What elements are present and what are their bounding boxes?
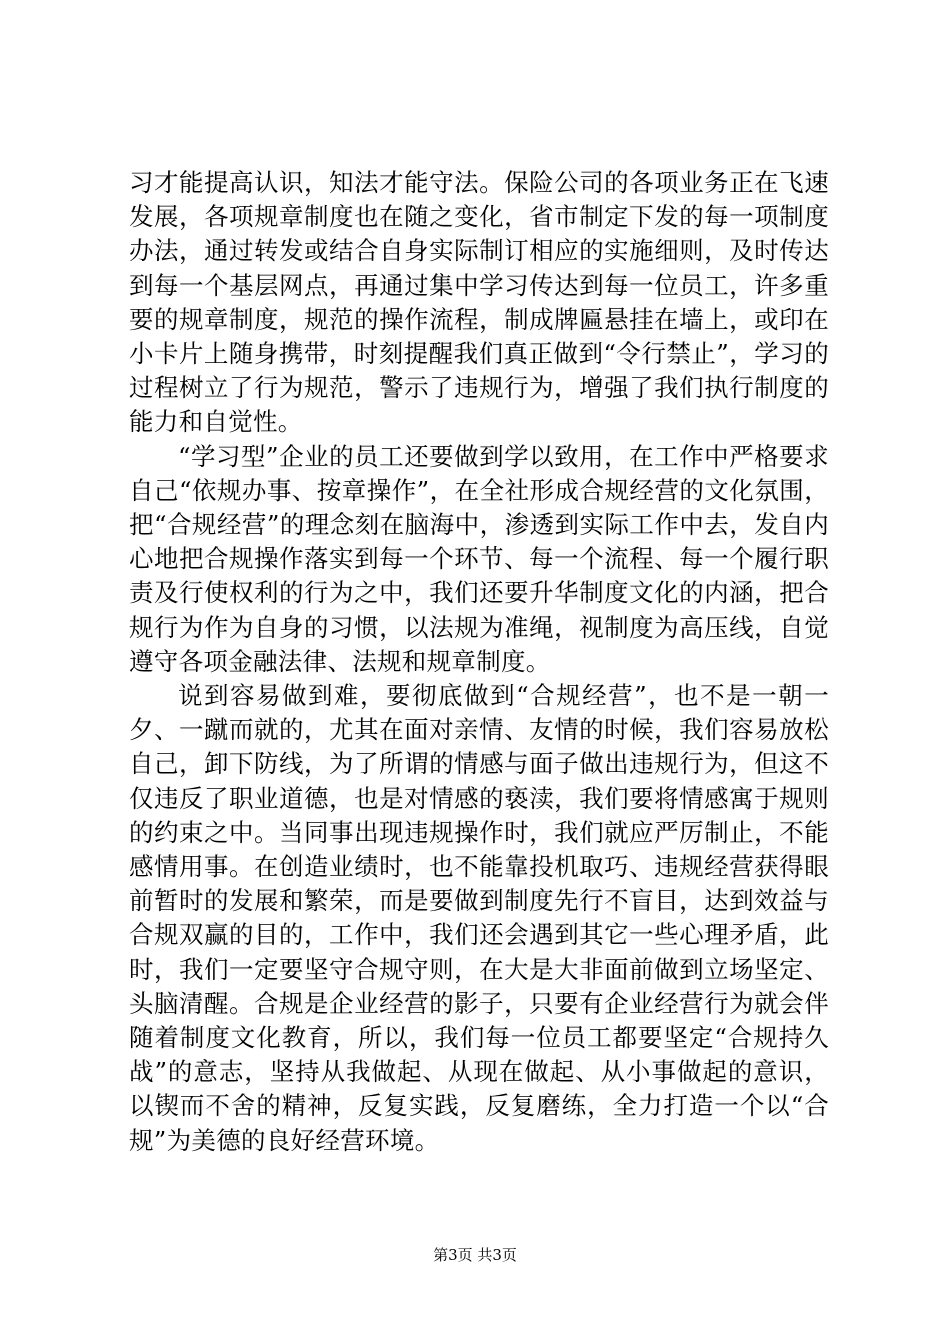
paragraph-1: 习才能提高认识，知法才能守法。保险公司的各项业务正在飞速发展，各项规章制度也在随之变化，省市制定下发的每一项制度办法，通过转发或结合自身实际制订相应的实施细则，及时传达到每一个基层网点，再通过集中学习传达到每一位员工，许多重要的规章制度，规范的操作流程，制成牌匾悬挂在墙上，或印在小卡片上随身携带，时刻提醒我们真正做到“令行禁止”，学习的过程树立了行为规范，警示了违规行为，增强了我们执行制度的能力和自觉性。 xyxy=(129,168,829,437)
page-footer xyxy=(0,1245,950,1265)
paragraph-3: 说到容易做到难，要彻底做到“合规经营”，也不是一朝一夕、一蹴而就的，尤其在面对亲情、友情的时候，我们容易放松自己，卸下防线，为了所谓的情感与面子做出违规行为，但这不仅违反了职业道德，也是对情感的亵渎，我们要将情感寓于规则的约束之中。当同事出现违规操作时，我们就应严厉制止，不能感情用事。在创造业绩时，也不能靠投机取巧、违规经营获得眼前暂时的发展和繁荣，而是要做到制度先行不盲目，达到效益与合规双赢的目的，工作中，我们还会遇到其它一些心理矛盾，此时，我们一定要坚守合规守则，在大是大非面前做到立场坚定、头脑清醒。合规是企业经营的影子，只要有企业经营行为就会伴随着制度文化教育，所以，我们每一位员工都要坚定“合规持久战”的意志，坚持从我做起、从现在做起、从小事做起的意识，以锲而不舍的精神，反复实践，反复磨练，全力打造一个以“合规”为美德的良好经营环境。 xyxy=(129,681,830,1155)
document-body xyxy=(129,166,829,1158)
page-number-label: 第3页 共3页 xyxy=(433,1246,517,1264)
paragraph-2: “学习型”企业的员工还要做到学以致用，在工作中严格要求自己“依规办事、按章操作”，在全社形成合规经营的文化氛围，把“合规经营”的理念刻在脑海中，渗透到实际工作中去，发自内心地把合规操作落实到每一个环节、每一个流程、每一个履行职责及行使权利的行为之中，我们还要升华制度文化的内涵，把合规行为作为自身的习惯，以法规为准绳，视制度为高压线，自觉遵守各项金融法律、法规和规章制度。 xyxy=(129,441,829,676)
